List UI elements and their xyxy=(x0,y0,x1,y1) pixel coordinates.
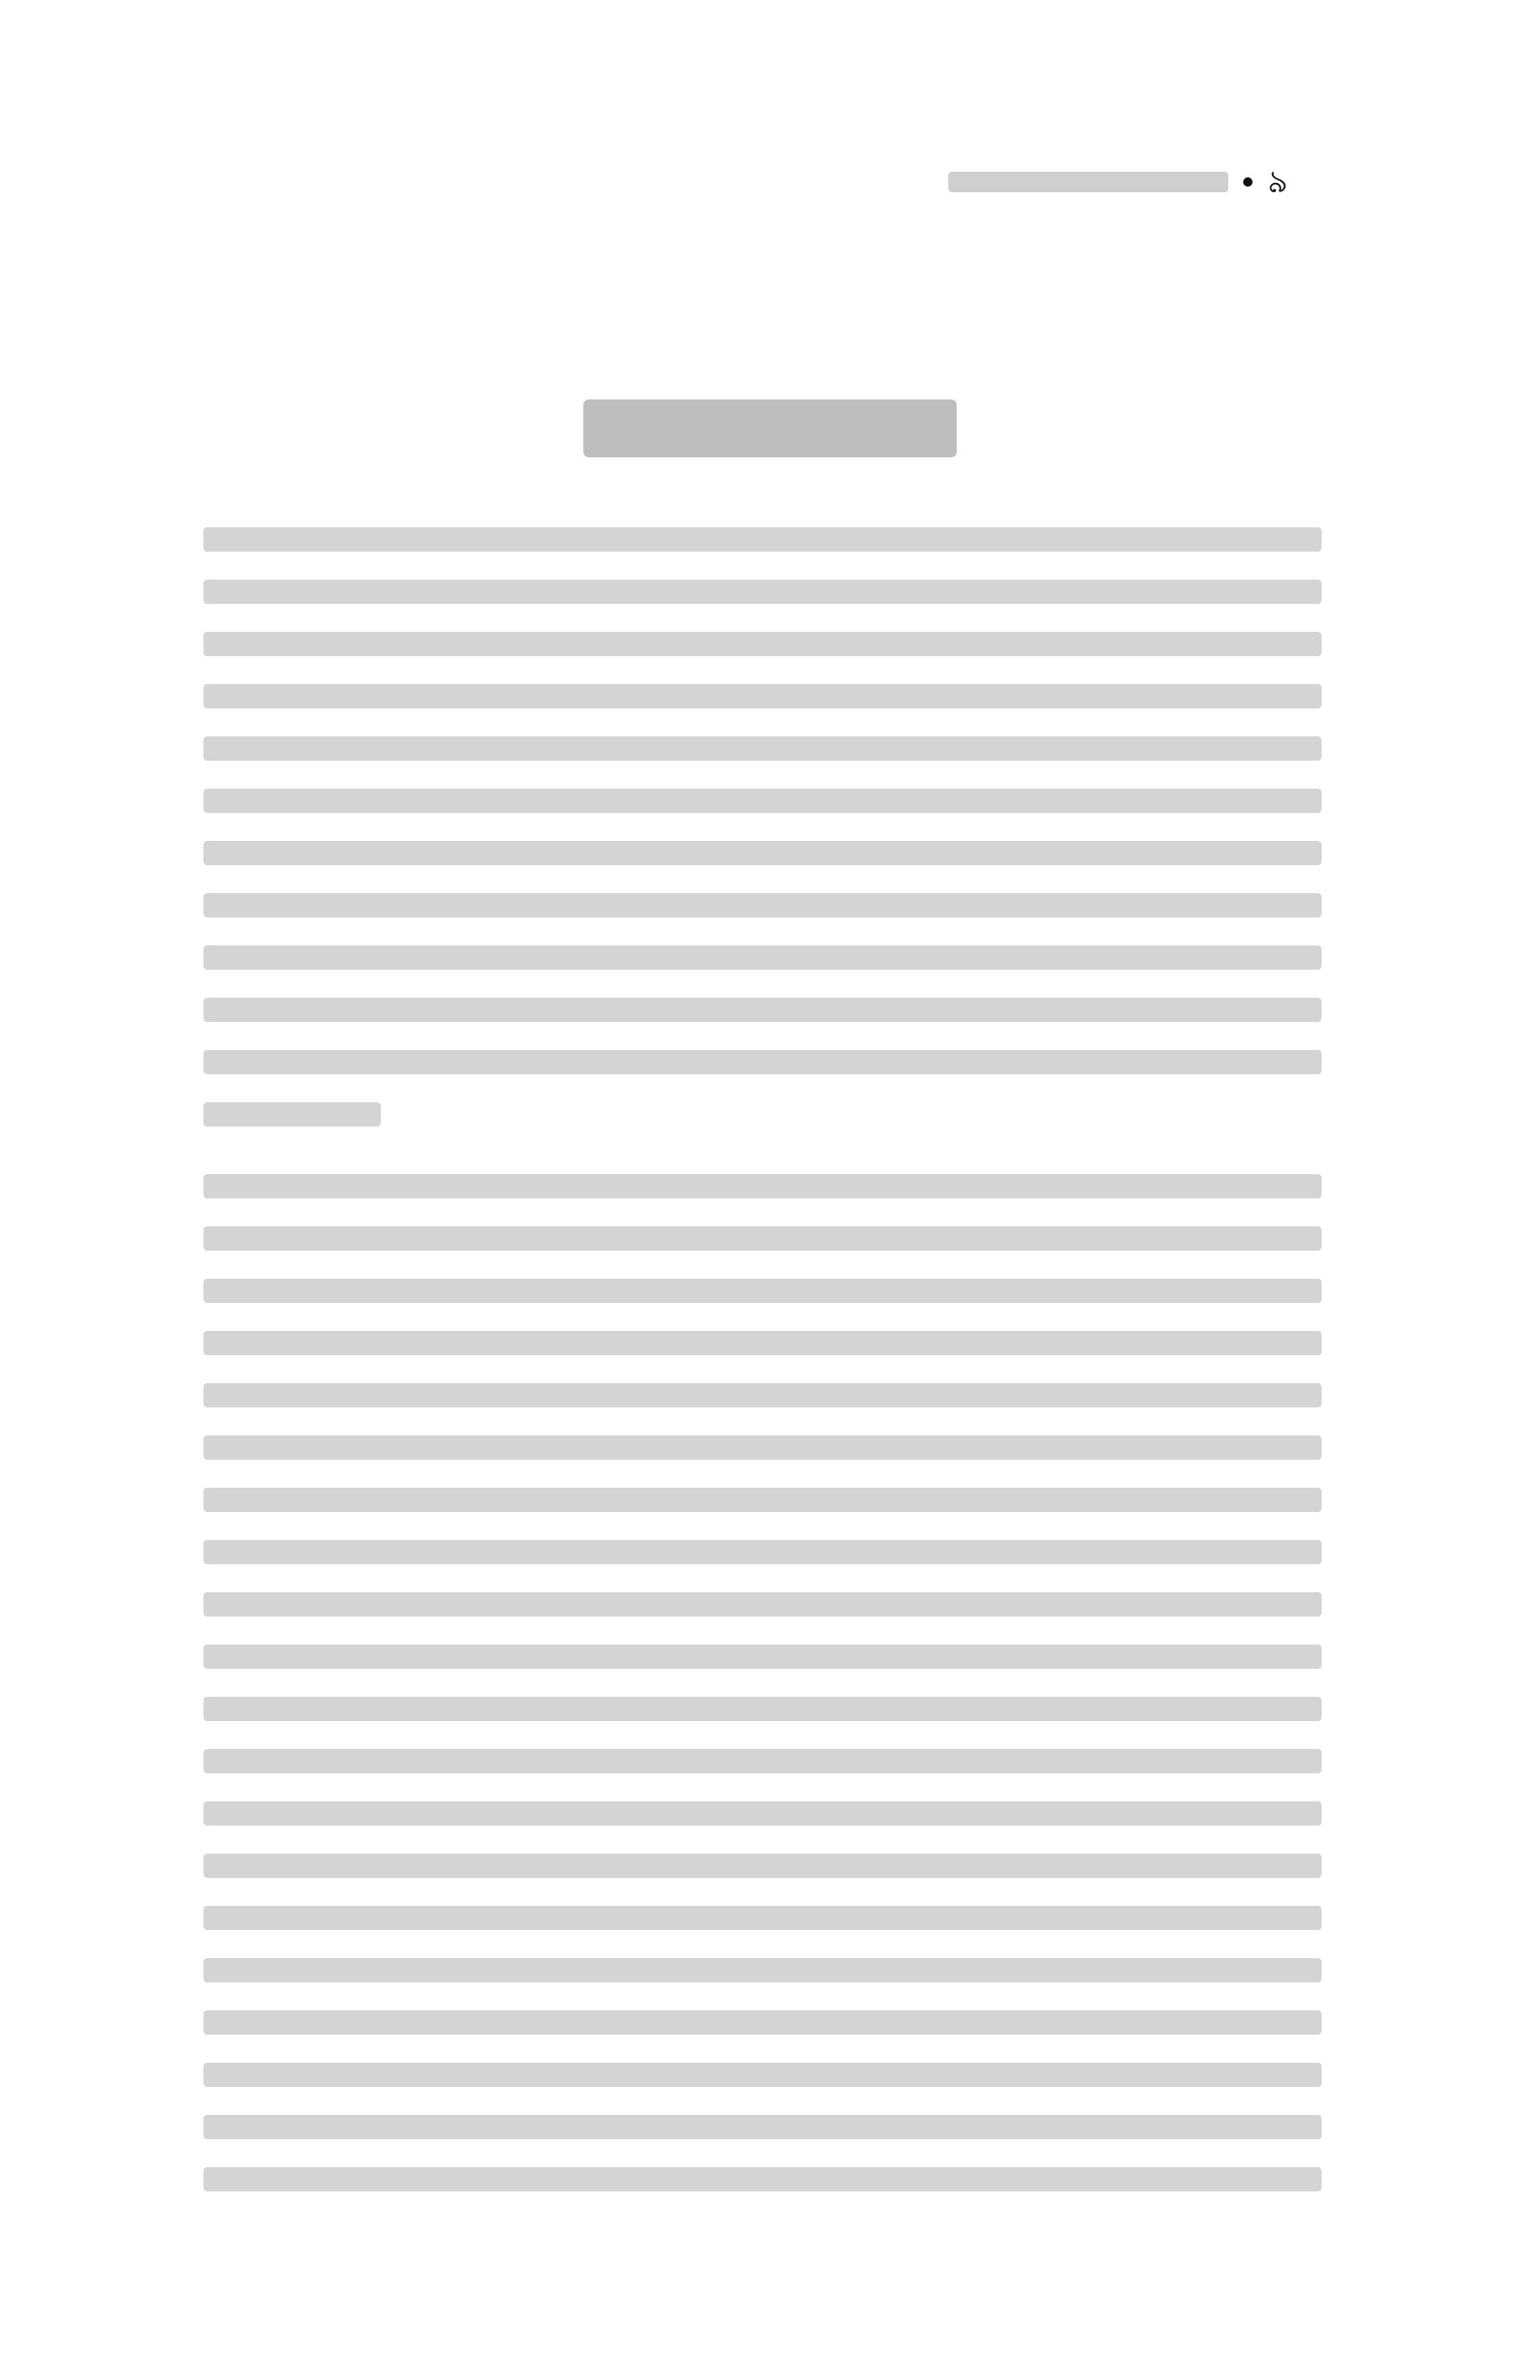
text-line xyxy=(203,1383,1322,1407)
text-line xyxy=(203,1488,1322,1512)
text-line xyxy=(203,580,1322,604)
page-number: ৯ xyxy=(1267,163,1288,201)
text-line xyxy=(203,1645,1322,1669)
paragraph-1 xyxy=(203,527,1322,1155)
text-line xyxy=(203,1801,1322,1826)
text-line xyxy=(203,1958,1322,1982)
text-line xyxy=(203,1174,1322,1198)
text-line xyxy=(203,893,1322,917)
chapter-title-placeholder xyxy=(583,399,957,457)
bullet-separator xyxy=(1243,177,1253,187)
text-line xyxy=(203,945,1322,970)
text-line xyxy=(203,1331,1322,1355)
text-line xyxy=(203,1906,1322,1930)
paragraph-2 xyxy=(203,1174,1322,2219)
running-header-title-placeholder xyxy=(948,172,1228,192)
text-line xyxy=(203,1749,1322,1773)
text-line xyxy=(203,2115,1322,2139)
text-line xyxy=(203,2010,1322,2035)
text-line xyxy=(203,1102,381,1127)
text-line xyxy=(203,2167,1322,2191)
text-line xyxy=(203,1050,1322,1074)
text-line xyxy=(203,841,1322,865)
text-line xyxy=(203,1435,1322,1460)
text-line xyxy=(203,527,1322,552)
text-line xyxy=(203,2063,1322,2087)
text-line xyxy=(203,632,1322,656)
text-line xyxy=(203,1540,1322,1564)
text-line xyxy=(203,1226,1322,1251)
text-line xyxy=(203,1854,1322,1878)
text-line xyxy=(203,1279,1322,1303)
text-line xyxy=(203,684,1322,708)
running-header xyxy=(948,163,1288,201)
text-line xyxy=(203,1592,1322,1617)
text-line xyxy=(203,1697,1322,1721)
text-line xyxy=(203,789,1322,813)
text-line xyxy=(203,998,1322,1022)
text-line xyxy=(203,736,1322,761)
